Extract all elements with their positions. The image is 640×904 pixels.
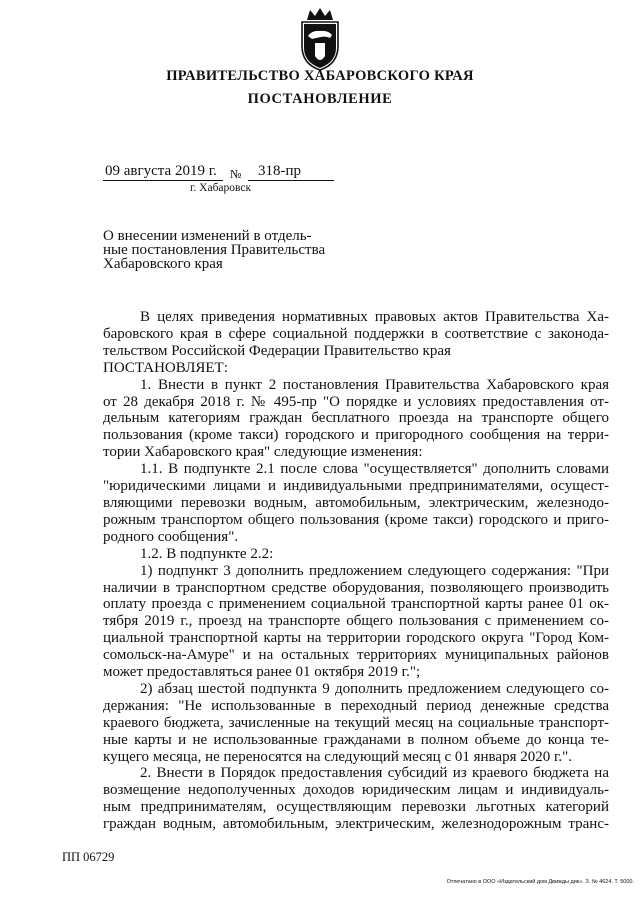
org-title: ПРАВИТЕЛЬСТВО ХАБАРОВСКОГО КРАЯ (166, 68, 474, 84)
body-line: тября 2019 г., проезд на транспорте общего пользования с применением со- (103, 613, 609, 630)
body-line: ным предпринимателям, осуществляющим перевозки льготных категорий (103, 799, 609, 816)
khabarovsk-krai-coat-of-arms-icon (290, 6, 350, 72)
body-line: может предоставляться ранее 01 октября 2019 г."; (103, 664, 421, 681)
body-line: пользования (кроме такси) городского и пригородного сообщения на терри- (103, 427, 609, 444)
body-line: ные карты и не использованные гражданами в полном объеме до конца те- (103, 731, 609, 748)
body-line: кущего месяца, не переносятся на следующий месяц с 01 января 2020 г.". (103, 748, 573, 765)
body-line: от 28 декабря 2018 г. № 495-пр "О порядке и условиях предоставления от- (103, 393, 609, 410)
document-number: 318-пр (248, 163, 334, 181)
body-line: вляющими перевозки водным, автомобильным, электрическим, железнодо- (103, 494, 609, 511)
body-line: 1) подпункт 3 дополнить предложением следующего содержания: "При (140, 562, 609, 579)
body-line: родного сообщения". (103, 528, 239, 545)
body-line: циальной транспортной карты на территории городского округа "Город Ком- (103, 630, 609, 647)
subject-line: О внесении изменений в отдель- (103, 228, 312, 244)
body-line: дельным категориям граждан бесплатного проезда на транспорте общего (103, 410, 609, 427)
body-line: 1. Внести в пункт 2 постановления Правительства Хабаровского края (140, 376, 609, 393)
body-line: баровского края в сфере социальной поддержки в соответствие с законода- (103, 325, 609, 342)
body-line: 1.1. В подпункте 2.1 после слова "осуществляется" дополнить словами (140, 461, 609, 478)
body-line: 2. Внести в Порядок предоставления субсидий из краевого бюджета на (140, 765, 609, 782)
body-line: граждан водным, автомобильным, электрическим, железнодорожным транс- (103, 816, 609, 833)
document-subject (103, 229, 343, 271)
body-line: 1.2. В подпункте 2.2: (140, 545, 274, 562)
document-body (103, 309, 609, 833)
body-line: сомольск-на-Амуре" и на остальных территориях муниципальных районов (103, 647, 609, 664)
body-line: В целях приведения нормативных правовых актов Правительства Ха- (140, 309, 609, 325)
body-line: ПОСТАНОВЛЯЕТ: (103, 359, 228, 376)
document-city: г. Хабаровск (190, 182, 252, 194)
body-line: "юридическими лицами и индивидуальными предпринимателями, осущест- (103, 478, 609, 495)
body-line: тории Хабаровского края" следующие изменения: (103, 444, 423, 461)
document-code: ПП 06729 (62, 850, 115, 864)
body-line: рожным транспортом общего пользования (кроме такси) городского и пригo- (103, 511, 609, 528)
number-sign: № (230, 167, 242, 181)
body-line: 2) абзац шестой подпункта 9 дополнить предложением следующего со- (140, 680, 609, 697)
body-line: возмещение недополученных доходов юридическим лицам и индивидуаль- (103, 782, 609, 799)
document-type: ПОСТАНОВЛЕНИЕ (247, 91, 393, 107)
document-date: 09 августа 2019 г. (103, 163, 223, 181)
body-line: наличии в транспортном средстве оборудования, позволяющего производить (103, 579, 609, 596)
subject-line: Хабаровского края (103, 256, 223, 272)
body-line: оплату проезда с применением социальной транспортной карты ранее 01 ок- (103, 596, 609, 613)
subject-line: ные постановления Правительства (103, 242, 326, 258)
body-line: держания: "Не использованные в переходный период денежные средства (103, 697, 609, 714)
print-note: Отпечатано в ООО «Издательский дом Движды дик». З. № 4624. Т. 5000. (446, 879, 634, 885)
body-line: краевого бюджета, зачисленные на текущий месяц на социальные транспорт- (103, 714, 609, 731)
body-line: тельством Российской Федерации Правительство края (103, 342, 451, 359)
